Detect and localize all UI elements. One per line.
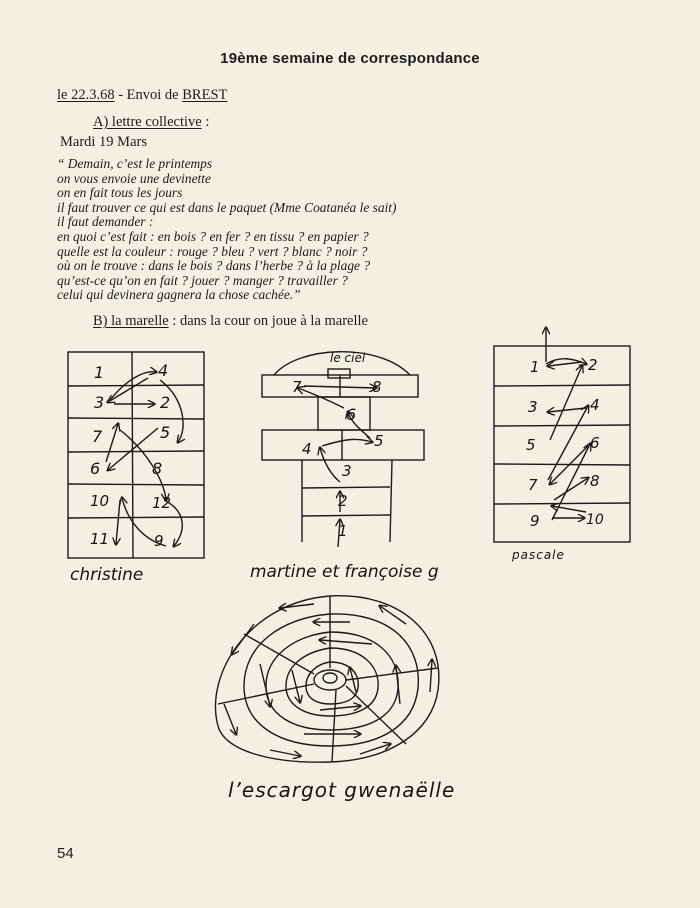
riddle-line: où on le trouve : dans le bois ? dans l’herbe ? à la plage ? (57, 258, 371, 274)
riddle-line: on vous envoie une devinette (57, 170, 211, 186)
square-number: 2 (588, 356, 598, 374)
square-number: 7 (92, 427, 103, 446)
caption-martine: martine et françoise g (250, 562, 439, 582)
square-number: 1 (94, 363, 105, 382)
caption-pascale: pascale (512, 548, 565, 562)
page-number: 54 (57, 845, 74, 862)
sky-label: le ciel (330, 351, 366, 365)
square-number: 8 (590, 472, 600, 490)
riddle-line: il faut trouver ce qui est dans le paquet (Mme Coatanéa le sait) (57, 199, 397, 215)
riddle-line: en quoi c’est fait : en bois ? en fer ? en tissu ? en papier ? (57, 228, 369, 244)
square-number: 10 (90, 492, 110, 510)
section-b-heading: B) la marelle (93, 313, 169, 329)
dispatch-separator: - Envoi de (114, 87, 183, 103)
riddle-line: il faut demander : (57, 214, 154, 230)
square-number: 6 (90, 459, 101, 478)
square-number: 5 (160, 423, 171, 442)
hopscotch-drawing-martine (258, 342, 426, 556)
square-number: 1 (338, 522, 348, 540)
riddle-line: quelle est la couleur : rouge ? bleu ? vert ? blanc ? noir ? (57, 243, 368, 259)
section-a-suffix: : (201, 114, 210, 130)
dispatch-date: le 22.3.68 (57, 87, 115, 103)
dispatch-city: BREST (182, 87, 228, 103)
square-number: 5 (374, 432, 384, 450)
square-number: 4 (158, 361, 169, 380)
section-b-heading-line (93, 313, 368, 330)
square-number: 7 (292, 378, 302, 396)
page-title: 19ème semaine de correspondance (220, 50, 480, 67)
riddle-line: on en fait tous les jours (57, 185, 183, 201)
square-number: 9 (530, 512, 540, 530)
square-number: 8 (372, 378, 382, 396)
caption-christine: christine (70, 565, 144, 585)
caption-escargot: l’escargot gwenaëlle (228, 778, 456, 802)
square-number: 4 (590, 396, 600, 414)
snail-hopscotch-drawing (210, 594, 444, 770)
hopscotch-drawing-pascale (490, 326, 636, 546)
riddle-text (57, 157, 477, 303)
hopscotch-drawing-christine (66, 350, 208, 562)
square-number: 9 (154, 532, 164, 550)
square-number: 3 (342, 462, 352, 480)
square-number: 12 (152, 494, 172, 512)
square-number: 11 (90, 530, 110, 548)
square-number: 5 (526, 436, 536, 454)
square-number: 10 (586, 512, 604, 528)
section-a-heading: A) lettre collective (93, 114, 202, 130)
square-number: 8 (152, 459, 163, 478)
section-b-text: : dans la cour on joue à la marelle (168, 313, 368, 329)
section-a-heading-line (93, 114, 209, 131)
riddle-line: celui qui devinera gagnera la chose cachée.” (57, 287, 301, 303)
square-number: 2 (338, 492, 348, 510)
riddle-line: “ Demain, c’est le printemps (57, 156, 213, 171)
square-number: 4 (302, 440, 312, 458)
dispatch-header (57, 87, 227, 104)
square-number: 6 (346, 405, 357, 424)
letter-date: Mardi 19 Mars (60, 134, 147, 150)
square-number: 3 (528, 398, 538, 416)
square-number: 1 (530, 358, 540, 376)
riddle-line: qu’est-ce qu’on en fait ? jouer ? manger ? travailler ? (57, 272, 348, 288)
square-number: 2 (160, 393, 171, 412)
square-number: 6 (590, 434, 600, 452)
square-number: 3 (94, 393, 105, 412)
square-number: 7 (528, 476, 538, 494)
